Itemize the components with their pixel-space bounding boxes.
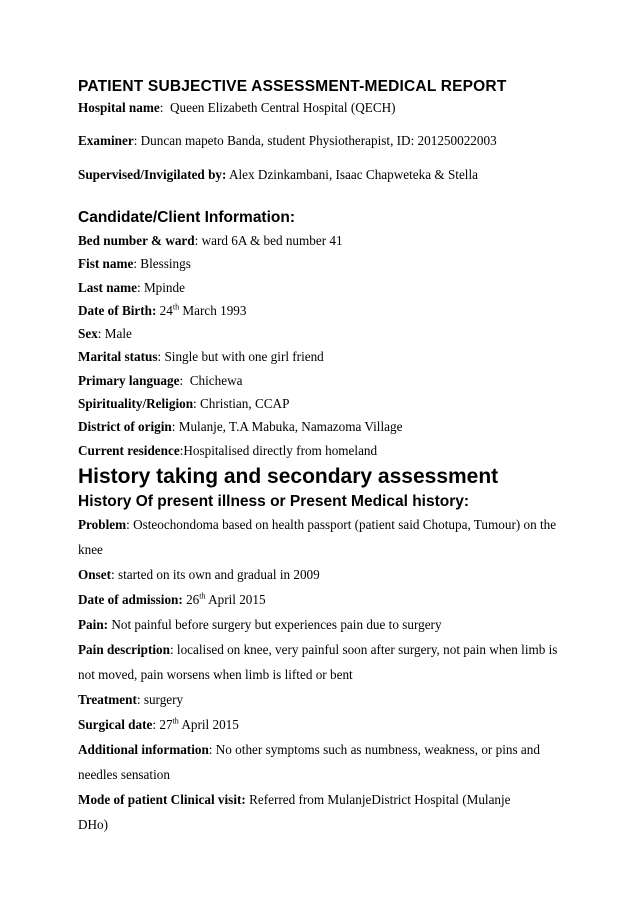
bed-value: ward 6A & bed number 41 [201,233,343,248]
district-value: Mulanje, T.A Mabuka, Namazoma Village [178,419,403,435]
supervised-label: Supervised/Invigilated by: [78,167,227,182]
onset-value: started on its own and gradual in 2009 [117,566,320,582]
onset-label: Onset [78,566,111,582]
admission-rest: April 2015 [208,591,266,607]
examiner-line: Examiner: Duncan mapeto Banda, student Physiotherapist, ID: 201250022003 [78,133,497,148]
surgical-date-line: Surgical date: 27th April 2015 [78,716,239,732]
first-name-label: Fist name [78,256,134,272]
supervised-line [78,166,568,183]
first-name-value: Blessings [140,256,191,272]
problem-label: Problem [78,516,127,532]
problem-value: Osteochondoma based on health passport (patient said Chotupa, Tumour) on the knee [78,516,557,557]
first-name-line: Fist name: Blessings [78,256,191,272]
hospital-value: Queen Elizabeth Central Hospital (QECH) [169,100,396,115]
marital-label: Marital status [78,349,158,365]
pain-label: Pain: [78,616,109,632]
language-label: Primary language [78,372,180,388]
residence-label: Current residence [78,442,180,458]
religion-line: Spirituality/Religion: Christian, CCAP [78,396,290,412]
supervised-value: Alex Dzinkambani, Isaac Chapweteka & Stella [228,167,478,182]
document-page [78,76,568,837]
admission-line [78,587,568,612]
pain-desc-label: Pain description [78,641,170,657]
religion-label: Spirituality/Religion [78,396,194,412]
bed-label: Bed number & ward [78,233,195,248]
visit-value: Referred from MulanjeDistrict Hospital (Mulanje DHo) [78,791,511,832]
onset-line: Onset: started on its own and gradual in 2009 [78,566,320,582]
additional-line: Additional information: No other symptoms such as numbness, weakness, or pins and needles sensation [78,741,540,782]
dob-day: 24 [159,302,173,318]
visit-line [78,787,568,837]
residence-value: Hospitalised directly from homeland [183,442,378,458]
pain-value: Not painful before surgery but experiences pain due to surgery [111,616,442,632]
pain-desc-value: localised on knee, very painful soon after surgery, not pain when limb is not moved, pain worsens when limb is lifted or bent [78,641,558,682]
marital-line: Marital status: Single but with one girl friend [78,349,324,365]
pain-line [78,612,568,637]
bed-line: Bed number & ward: ward 6A & bed number 41 [78,233,343,248]
dob-sup: th [172,302,180,312]
report-title: PATIENT SUBJECTIVE ASSESSMENT-MEDICAL REPORT [78,78,507,95]
treatment-line: Treatment: surgery [78,691,184,707]
client-heading: Candidate/Client Information: [78,209,295,226]
last-name-line: Last name: Mpinde [78,279,185,295]
additional-label: Additional information [78,741,209,757]
sex-line: Sex: Male [78,326,132,342]
surgical-date-day: 27 [159,716,173,732]
surgical-date-label: Surgical date [78,716,153,732]
last-name-value: Mpinde [143,279,185,295]
admission-sup: th [199,591,206,601]
sex-value: Male [104,326,132,342]
dob-line [78,299,568,322]
hospital-label: Hospital name [78,100,160,115]
admission-day: 26 [186,591,200,607]
examiner-value: Duncan mapeto Banda, student Physiotherapist, ID: 201250022003 [140,133,497,148]
problem-line: Problem: Osteochondoma based on health passport (patient said Chotupa, Tumour) on the knee [78,516,557,557]
treatment-label: Treatment [78,691,137,707]
language-line: Primary language: Chichewa [78,372,243,388]
history-subheading: History Of present illness or Present Medical history: [78,492,470,510]
hospital-line: Hospital name: Queen Elizabeth Central Hospital (QECH) [78,100,396,115]
marital-value: Single but with one girl friend [164,349,324,365]
additional-value: No other symptoms such as numbness, weakness, or pins and needles sensation [78,741,540,782]
residence-line: Current residence:Hospitalised directly from homeland [78,442,378,458]
visit-label: Mode of patient Clinical visit: [78,791,246,807]
district-line: District of origin: Mulanje, T.A Mabuka, Namazoma Village [78,419,403,435]
language-value: Chichewa [189,372,243,388]
history-heading: History taking and secondary assessment [78,464,499,488]
treatment-value: surgery [143,691,184,707]
admission-label: Date of admission: [78,591,183,607]
dob-rest: March 1993 [182,302,247,318]
examiner-label: Examiner [78,133,134,148]
district-label: District of origin [78,419,172,435]
surgical-date-rest: April 2015 [181,716,239,732]
surgical-date-sup: th [172,716,179,726]
last-name-label: Last name [78,279,137,295]
religion-value: Christian, CCAP [200,396,290,412]
pain-desc-line: Pain description: localised on knee, very painful soon after surgery, not pain when limb is not moved, pain worsens when limb is lifted or bent [78,641,558,682]
sex-label: Sex [78,326,98,342]
dob-label: Date of Birth: [78,302,157,318]
